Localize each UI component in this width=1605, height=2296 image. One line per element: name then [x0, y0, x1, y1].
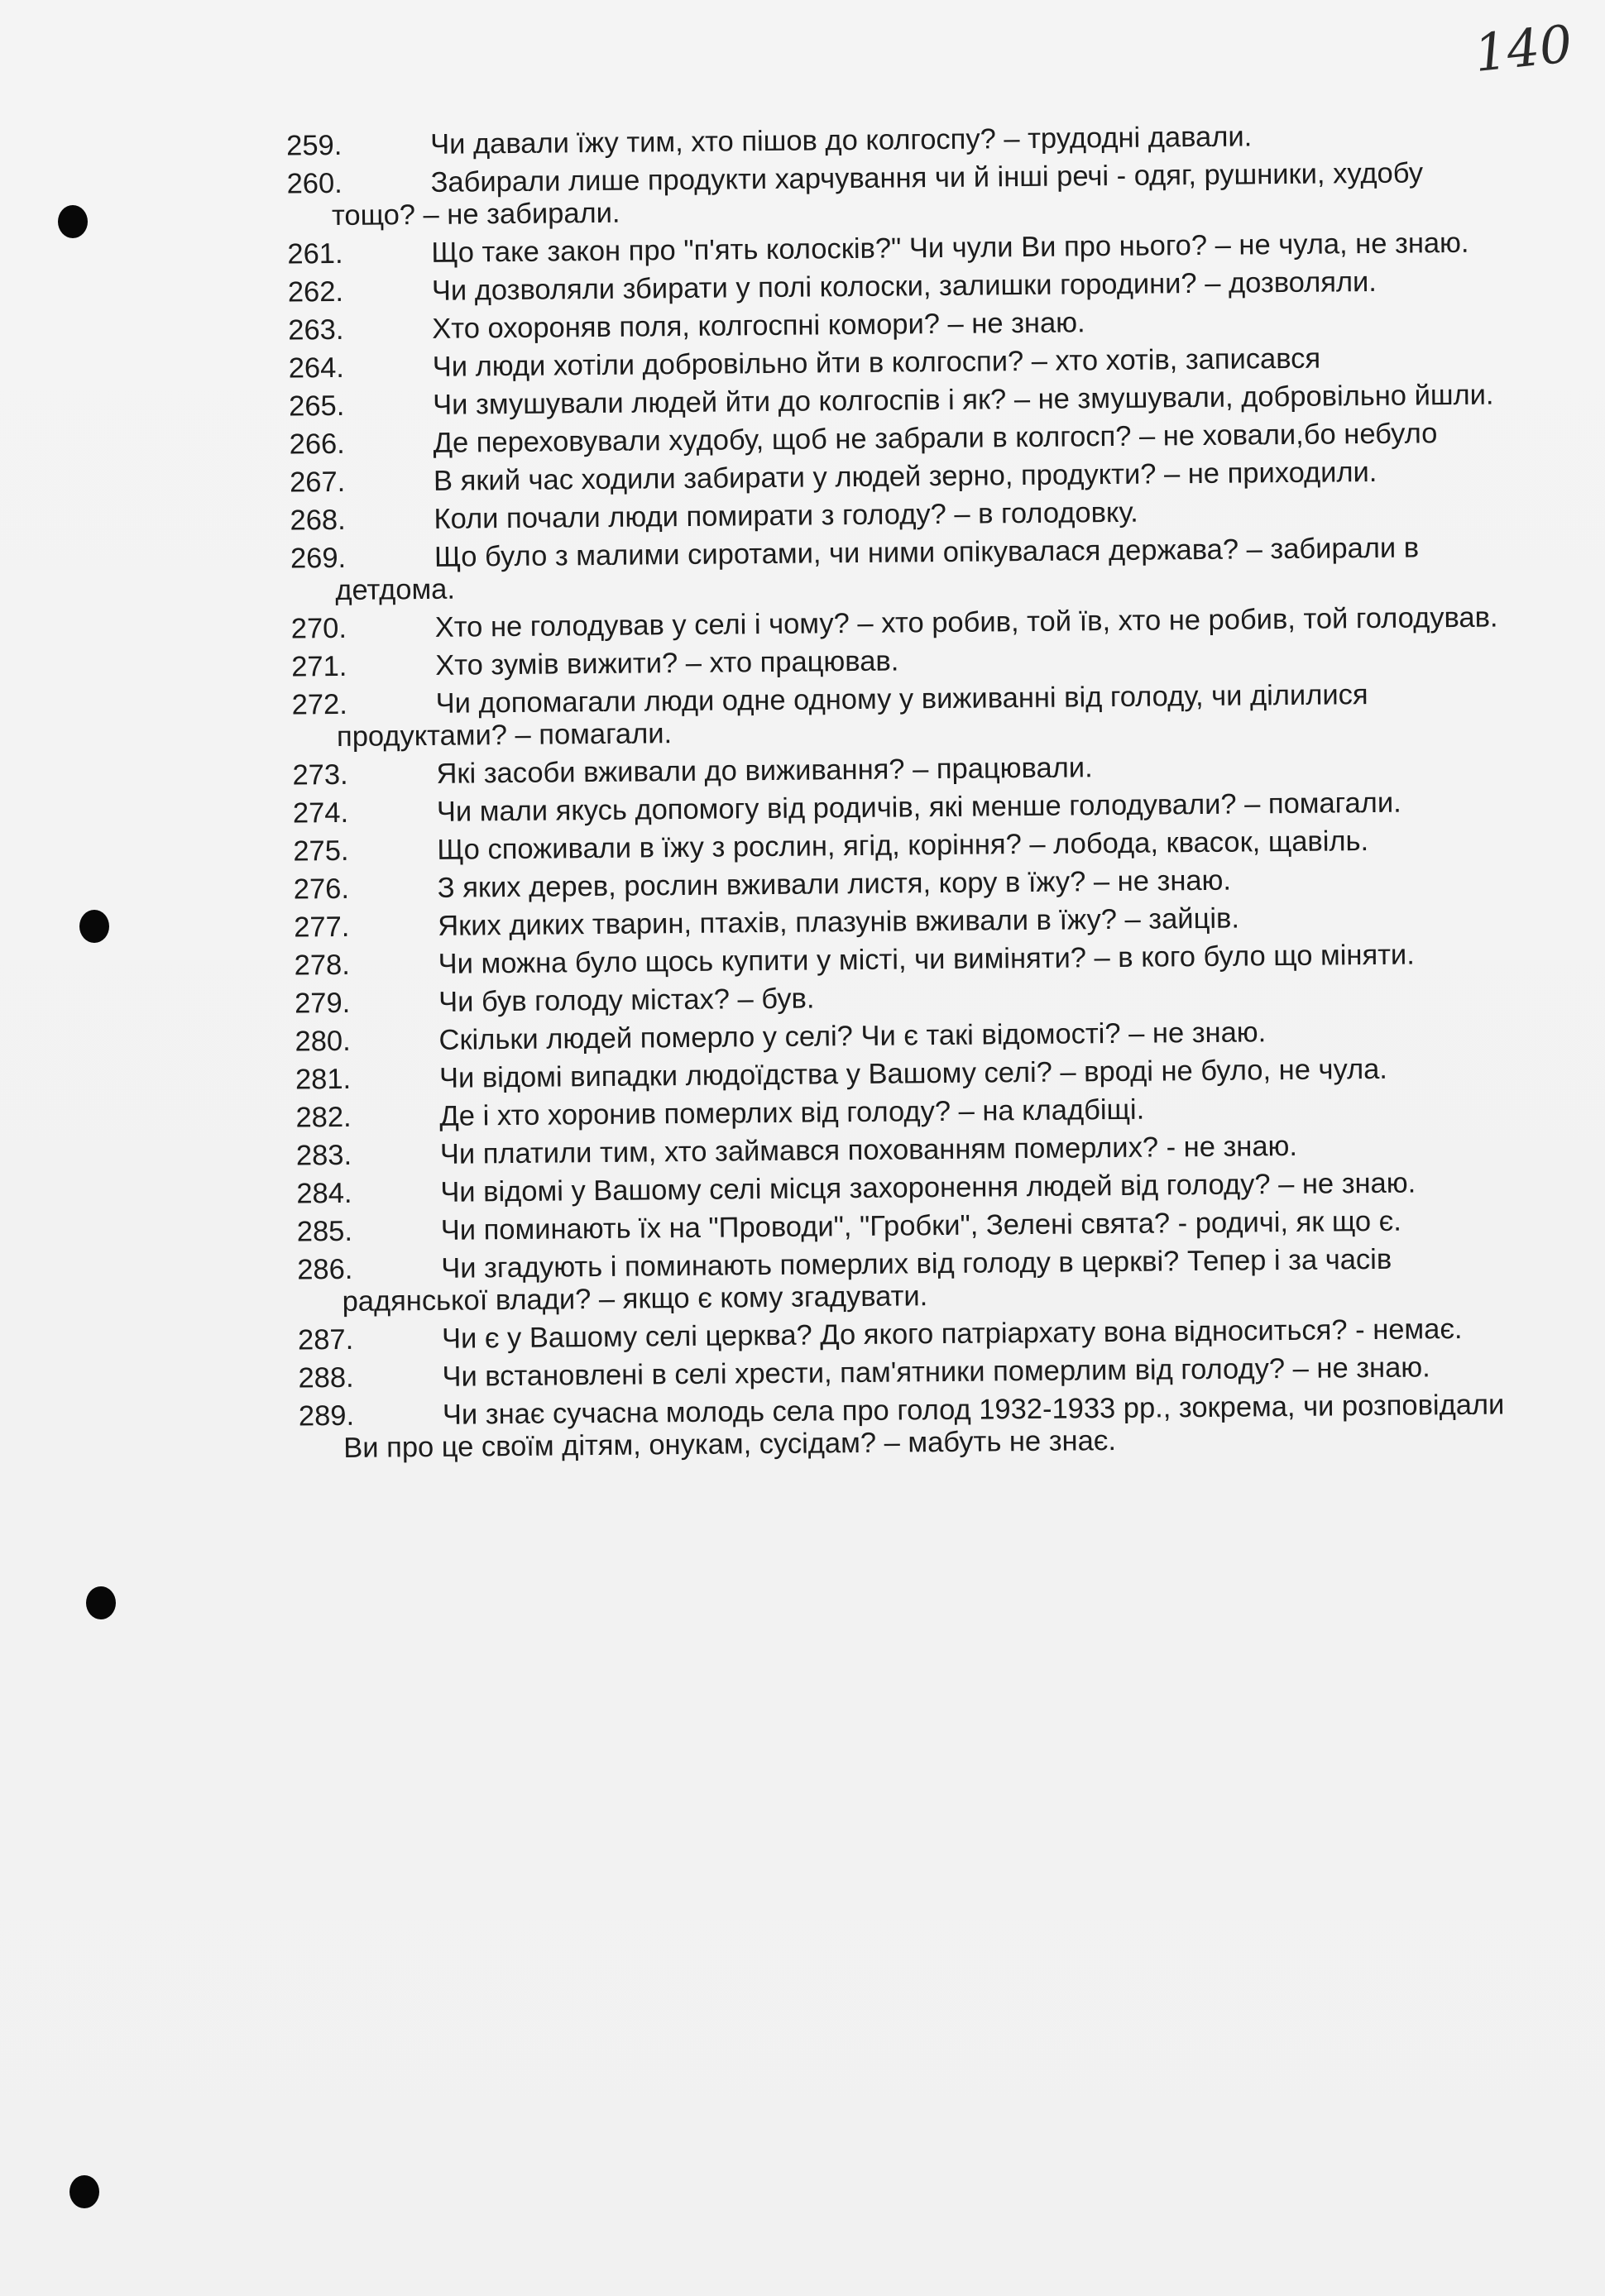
question-text: Що таке закон про "п'ять колосків?" Чи чули Ви про нього? – не чула, не знаю.: [431, 227, 1469, 269]
question-item: [254, 748, 1512, 792]
question-text: Чи дозволяли збирати у полі колоски, залишки городини? – дозволяли.: [431, 265, 1377, 307]
question-number: 265.: [289, 390, 345, 423]
question-item: [250, 303, 1507, 347]
question-item: [256, 938, 1514, 983]
question-text: Чи мали якусь допомогу від родичів, які менше голодували? – помагали.: [436, 787, 1401, 828]
question-number: 267.: [289, 466, 346, 499]
question-number: 262.: [287, 275, 344, 309]
question-number: 270.: [290, 612, 347, 645]
question-item: [249, 227, 1507, 271]
question-item: [261, 1389, 1519, 1466]
punch-hole: [58, 205, 88, 238]
question-text: Хто охороняв поля, колгоспні комори? – не знаю.: [432, 307, 1085, 345]
question-text: З яких дерев, рослин вживали листя, кору в їжу? – не знаю.: [437, 864, 1232, 904]
question-number: 288.: [298, 1361, 354, 1394]
questionnaire-list: [248, 118, 1518, 1471]
question-item: [251, 417, 1508, 462]
question-number: 264.: [288, 352, 345, 385]
punch-hole: [69, 2175, 99, 2208]
question-number: 275.: [293, 835, 349, 868]
question-item: [248, 156, 1507, 233]
question-item: [258, 1166, 1516, 1211]
question-number: 263.: [288, 313, 344, 347]
question-item: [258, 1128, 1516, 1173]
question-text: Чи поминають їх на "Проводи", "Гробки", Зелені свята? - родичі, як що є.: [440, 1205, 1402, 1246]
question-text: Яких диких тварин, птахів, плазунів вживали в їжу? – зайців.: [438, 902, 1240, 942]
question-text: Хто зумів вижити? – хто працював.: [435, 645, 899, 682]
question-text: Скільки людей померло у селі? Чи є такі відомості? – не знаю.: [438, 1016, 1267, 1056]
question-text: Чи знає сучасна молодь села про голод 1932-1933 рр., зокрема, чи розповідали Ви про це своїм дітям, онукам, сусідам? – мабуть не знає.: [343, 1389, 1505, 1464]
question-number: 280.: [295, 1025, 351, 1058]
question-number: 284.: [296, 1177, 352, 1210]
question-number: 282.: [295, 1101, 352, 1134]
question-number: 271.: [291, 650, 347, 683]
question-item: [251, 379, 1508, 423]
question-text: Чи є у Вашому селі церква? До якого патріархату вона відноситься? - немає.: [441, 1313, 1463, 1355]
question-text: Чи можна було щось купити у місті, чи виміняти? – в кого було що міняти.: [438, 939, 1416, 980]
question-item: [260, 1313, 1517, 1357]
question-number: 289.: [298, 1399, 355, 1433]
question-number: 278.: [294, 949, 351, 982]
question-item: [248, 118, 1506, 163]
question-text: Забирали лише продукти харчування чи й інші речі - одяг, рушники, худобу тощо? – не забирали.: [331, 157, 1424, 232]
question-item: [251, 341, 1508, 385]
question-text: Чи давали їжу тим, хто пішов до колгоспу? – трудодні давали.: [429, 121, 1253, 160]
question-item: [260, 1351, 1517, 1395]
question-number: 261.: [287, 237, 343, 270]
question-text: Які засоби вживали до виживання? – працювали.: [436, 752, 1093, 790]
punch-hole: [86, 1586, 116, 1619]
question-item: [256, 976, 1514, 1021]
punch-hole: [79, 910, 109, 943]
question-number: 268.: [290, 504, 346, 537]
question-item: [255, 824, 1512, 868]
question-text: Де і хто хоронив померлих від голоду? – на кладбіщі.: [439, 1093, 1145, 1132]
question-item: [253, 639, 1511, 684]
question-number: 259.: [285, 129, 343, 162]
question-item: [253, 677, 1512, 754]
question-number: 273.: [292, 758, 348, 792]
question-item: [253, 601, 1511, 646]
question-item: [250, 265, 1507, 309]
question-text: Що споживали в їжу з рослин, ягід, коріння? – лобода, квасок, щавіль.: [437, 825, 1369, 866]
question-number: 287.: [297, 1323, 354, 1356]
question-item: [255, 786, 1512, 830]
question-item: [256, 900, 1513, 945]
question-number: 260.: [286, 167, 343, 200]
question-number: 269.: [290, 542, 347, 575]
question-number: 277.: [294, 911, 350, 944]
question-text: Чи люди хотіли добровільно йти в колгоспи? – хто хотів, записався: [432, 342, 1321, 383]
question-text: Чи встановлені в селі хрести, пам'ятники померлим від голоду? – не знаю.: [442, 1351, 1430, 1393]
question-text: Що було з малими сиротами, чи ними опікувалася держава? – забирали в детдома.: [335, 532, 1420, 607]
question-number: 279.: [294, 987, 351, 1020]
question-text: Чи відомі випадки людоїдства у Вашому селі? – вроді не було, не чула.: [438, 1053, 1388, 1094]
question-text: Чи допомагали люди одне одному у виживанні від голоду, чи ділилися продуктами? – помагали.: [336, 679, 1368, 753]
question-number: 286.: [297, 1253, 353, 1286]
question-item: [252, 493, 1509, 538]
question-number: 272.: [291, 688, 348, 721]
question-item: [256, 862, 1513, 906]
question-text: Хто не голодував у селі і чому? – хто робив, той їв, хто не робив, той голодував.: [434, 601, 1498, 643]
question-text: Чи платили тим, хто займався похованням померлих? - не знаю.: [439, 1130, 1298, 1170]
handwritten-page-number: 140: [1471, 13, 1575, 84]
question-number: 274.: [292, 796, 349, 830]
question-item: [259, 1242, 1517, 1319]
question-number: 266.: [289, 428, 345, 461]
question-number: 285.: [296, 1215, 353, 1248]
question-item: [259, 1204, 1516, 1249]
question-item: [257, 1090, 1515, 1135]
question-item: [257, 1052, 1515, 1097]
question-item: [252, 455, 1509, 500]
question-text: Чи відомі у Вашому селі місця захоронення людей від голоду? – не знаю.: [440, 1167, 1416, 1208]
question-text: Чи змушували людей йти до колгоспів і як? – не змушували, добровільно йшли.: [433, 379, 1494, 421]
question-number: 281.: [295, 1063, 352, 1096]
question-text: В який час ходили забирати у людей зерно, продукти? – не приходили.: [433, 456, 1377, 497]
question-text: Чи згадують і поминають померлих від голоду в церкві? Тепер і за часів радянської влади? – якщо є кому згадувати.: [342, 1243, 1392, 1318]
question-text: Чи був голоду містах? – був.: [438, 983, 815, 1018]
question-number: 283.: [295, 1139, 352, 1172]
question-number: 276.: [293, 873, 350, 906]
question-item: [252, 531, 1511, 608]
question-text: Коли почали люди помирати з голоду? – в голодовку.: [434, 496, 1138, 535]
question-text: Де переховували худобу, щоб не забрали в колгосп? – не ховали,бо небуло: [433, 418, 1438, 459]
question-item: [256, 1014, 1514, 1059]
